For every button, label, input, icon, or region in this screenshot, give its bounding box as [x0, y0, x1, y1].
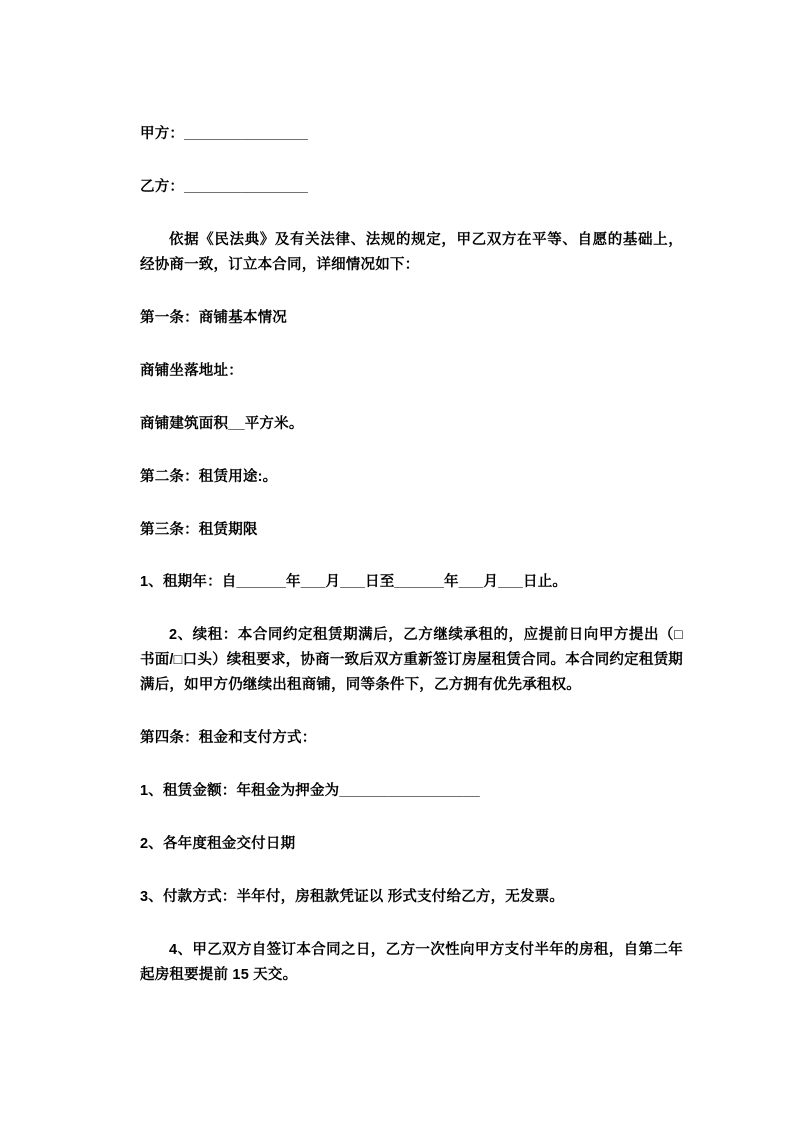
heading-article-4: 第四条：租金和支付方式： — [140, 730, 317, 747]
heading-article-1: 第一条：商铺基本情况 — [140, 309, 287, 326]
paragraph-rent-4: 4、甲乙双方自签订本合同之日，乙方一次性向甲方支付半年的房租，自第二年起房租要提前 15 天交。 — [140, 941, 683, 983]
paragraph-rent-1: 1、租赁金额：年租金为押金为_________________ — [140, 783, 480, 800]
document-body — [140, 122, 683, 988]
heading-article-2: 第二条：租赁用途:。 — [140, 468, 278, 485]
heading-article-3: 第三条：租赁期限 — [140, 521, 258, 538]
paragraph-preamble: 依据《民法典》及有关法律、法规的规定，甲乙双方在平等、自愿的基础上，经协商一致，订立本合同，详细情况如下： — [140, 231, 683, 273]
paragraph-shop-address: 商铺坐落地址： — [140, 362, 243, 379]
paragraph-lease-term-1: 1、租期年：自______年___月___日至______年___月___日止。 — [140, 574, 568, 591]
paragraph-shop-area: 商铺建筑面积__平方米。 — [140, 415, 304, 432]
paragraph-rent-3: 3、付款方式：半年付，房租款凭证以 形式支付给乙方，无发票。 — [140, 889, 565, 905]
paragraph-rent-2: 2、各年度租金交付日期 — [140, 836, 296, 853]
paragraph-lease-term-2: 2、续租：本合同约定租赁期满后，乙方继续承租的，应提前日向甲方提出（□书面/□口头）续租要求，协商一致后双方重新签订房屋租赁合同。本合同约定租赁期满后，如甲方仍继续出租商铺，同等条件下，乙方拥有优先承租权。 — [140, 627, 683, 694]
paragraph-party-b: 乙方：_______________ — [140, 178, 309, 195]
paragraph-party-a: 甲方：_______________ — [140, 126, 309, 142]
